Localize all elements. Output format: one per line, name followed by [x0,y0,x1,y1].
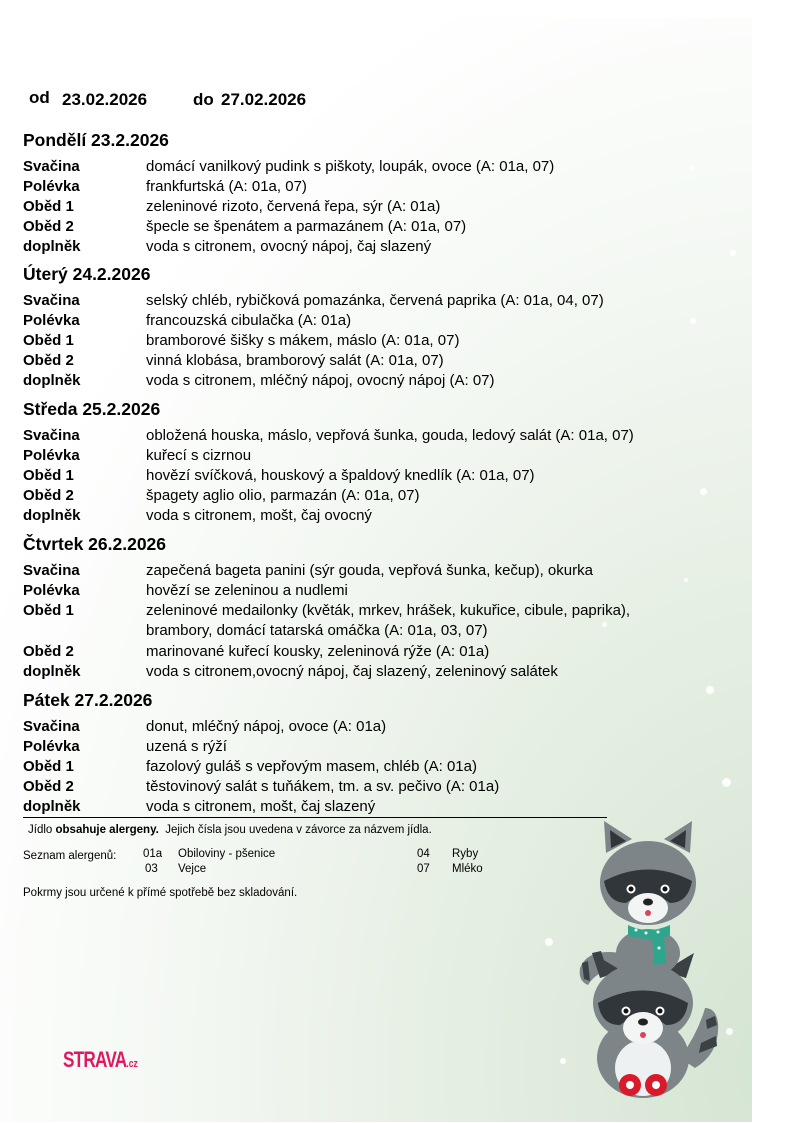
allergen-code: 04 [417,848,430,860]
meal-label: Polévka [23,738,80,755]
meal-text: francouzská cibulačka (A: 01a) [146,312,352,329]
meal-label: Svačina [23,158,80,175]
allergen-code: 07 [417,863,430,875]
strava-logo[interactable] [63,1047,138,1073]
meal-label: doplněk [23,663,81,680]
meal-label: Svačina [23,562,80,579]
raccoons-illustration [570,803,730,1103]
meal-label: Oběd 1 [23,467,74,484]
day-title-thursday: Čtvrtek 26.2.2026 [23,534,167,554]
logo-suffix: .cz [126,1058,138,1070]
meal-label: Oběd 1 [23,332,74,349]
allergen-name: Mléko [452,863,483,875]
meal-label: Svačina [23,292,80,309]
meal-text: špagety aglio olio, parmazán (A: 01a, 07) [146,487,420,504]
meal-text: frankfurtská (A: 01a, 07) [146,178,307,195]
meal-label: Polévka [23,447,80,464]
meal-label: Oběd 2 [23,487,74,504]
meal-label: doplněk [23,507,81,524]
meal-text: těstovinový salát s tuňákem, tm. a sv. pečivo (A: 01a) [146,778,500,795]
meal-text: voda s citronem,ovocný nápoj, čaj slazený, zeleninový salátek [146,663,558,680]
meal-text: zeleninové rizoto, červená řepa, sýr (A: 01a) [146,198,441,215]
allergen-code: 03 [145,863,158,875]
period-from-label: od [29,88,50,107]
meal-text: zapečená bageta panini (sýr gouda, vepřová šunka, kečup), okurka [146,562,593,579]
meal-label: Svačina [23,718,80,735]
meal-label: Oběd 2 [23,778,74,795]
allergen-code: 01a [143,848,163,860]
snow-dot [545,938,553,946]
divider [23,817,607,818]
meal-text: kuřecí s cizrnou [146,447,252,464]
meal-text: domácí vanilkový pudink s piškoty, loupák, ovoce (A: 01a, 07) [146,158,555,175]
meal-text: marinované kuřecí kousky, zeleninová rýže (A: 01a) [146,643,490,660]
snow-dot [722,778,731,787]
meal-label: Svačina [23,427,80,444]
meal-label: Oběd 2 [23,352,74,369]
meal-text: hovězí svíčková, houskový a špaldový knedlík (A: 01a, 07) [146,467,535,484]
meal-text: špecle se špenátem a parmazánem (A: 01a, 07) [146,218,467,235]
logo-main: STRAVA [63,1047,127,1072]
meal-text: obložená houska, máslo, vepřová šunka, gouda, ledový salát (A: 01a, 07) [146,427,634,444]
meal-text: voda s citronem, mléčný nápoj, ovocný nápoj (A: 07) [146,372,495,389]
meal-label: doplněk [23,372,81,389]
meal-text: voda s citronem, mošt, čaj slazený [146,798,376,815]
meal-label: Oběd 1 [23,602,74,619]
meal-text: uzená s rýží [146,738,227,755]
meal-label: doplněk [23,238,81,255]
snow-dot [706,686,714,694]
meal-label: Oběd 1 [23,198,74,215]
allergen-note-rest: Jejich čísla jsou uvedena v závorce za názvem jídla. [158,824,432,836]
meal-text: vinná klobása, bramborový salát (A: 01a, 07) [146,352,444,369]
meal-label: Oběd 1 [23,758,74,775]
snow-dot [730,250,736,256]
period-to-date: 27.02.2026 [221,90,307,109]
allergen-note [28,824,432,836]
meal-text: bramborové šišky s mákem, máslo (A: 01a, 07) [146,332,460,349]
allergen-name: Vejce [178,863,207,875]
meal-label: Oběd 2 [23,218,74,235]
allergen-name: Obiloviny - pšenice [178,848,276,860]
meal-label: Polévka [23,582,80,599]
day-title-monday: Pondělí 23.2.2026 [23,130,169,150]
meal-text: zeleninové medailonky (květák, mrkev, hrášek, kukuřice, cibule, paprika), brambory, domácí tatarská omáčka (A: 01a, 03, 07) [146,602,631,639]
period-from-date: 23.02.2026 [62,90,148,109]
allergen-note-bold: obsahuje alergeny. [55,824,159,836]
meal-text: voda s citronem, ovocný nápoj, čaj slazený [146,238,432,255]
day-title-friday: Pátek 27.2.2026 [23,690,153,710]
day-title-tuesday: Úterý 24.2.2026 [23,264,151,284]
meal-label: Polévka [23,178,80,195]
day-title-wednesday: Středa 25.2.2026 [23,399,161,419]
meal-label: doplněk [23,798,81,815]
meal-text: voda s citronem, mošt, čaj ovocný [146,507,372,524]
snow-dot [560,1058,566,1064]
consumption-note: Pokrmy jsou určené k přímé spotřebě bez skladování. [23,887,298,899]
meal-text: donut, mléčný nápoj, ovoce (A: 01a) [146,718,387,735]
meal-text: fazolový guláš s vepřovým masem, chléb (A: 01a) [146,758,477,775]
meal-text: selský chléb, rybičková pomazánka, červená paprika (A: 01a, 04, 07) [146,292,604,309]
menu-page [0,18,752,1122]
allergen-list-label: Seznam alergenů: [23,850,117,862]
meal-text: hovězí se zeleninou a nudlemi [146,582,348,599]
allergen-note-prefix: Jídlo [28,824,56,836]
meal-label: Oběd 2 [23,643,74,660]
period-to-label: do [193,90,214,109]
allergen-name: Ryby [452,848,479,860]
meal-label: Polévka [23,312,80,329]
